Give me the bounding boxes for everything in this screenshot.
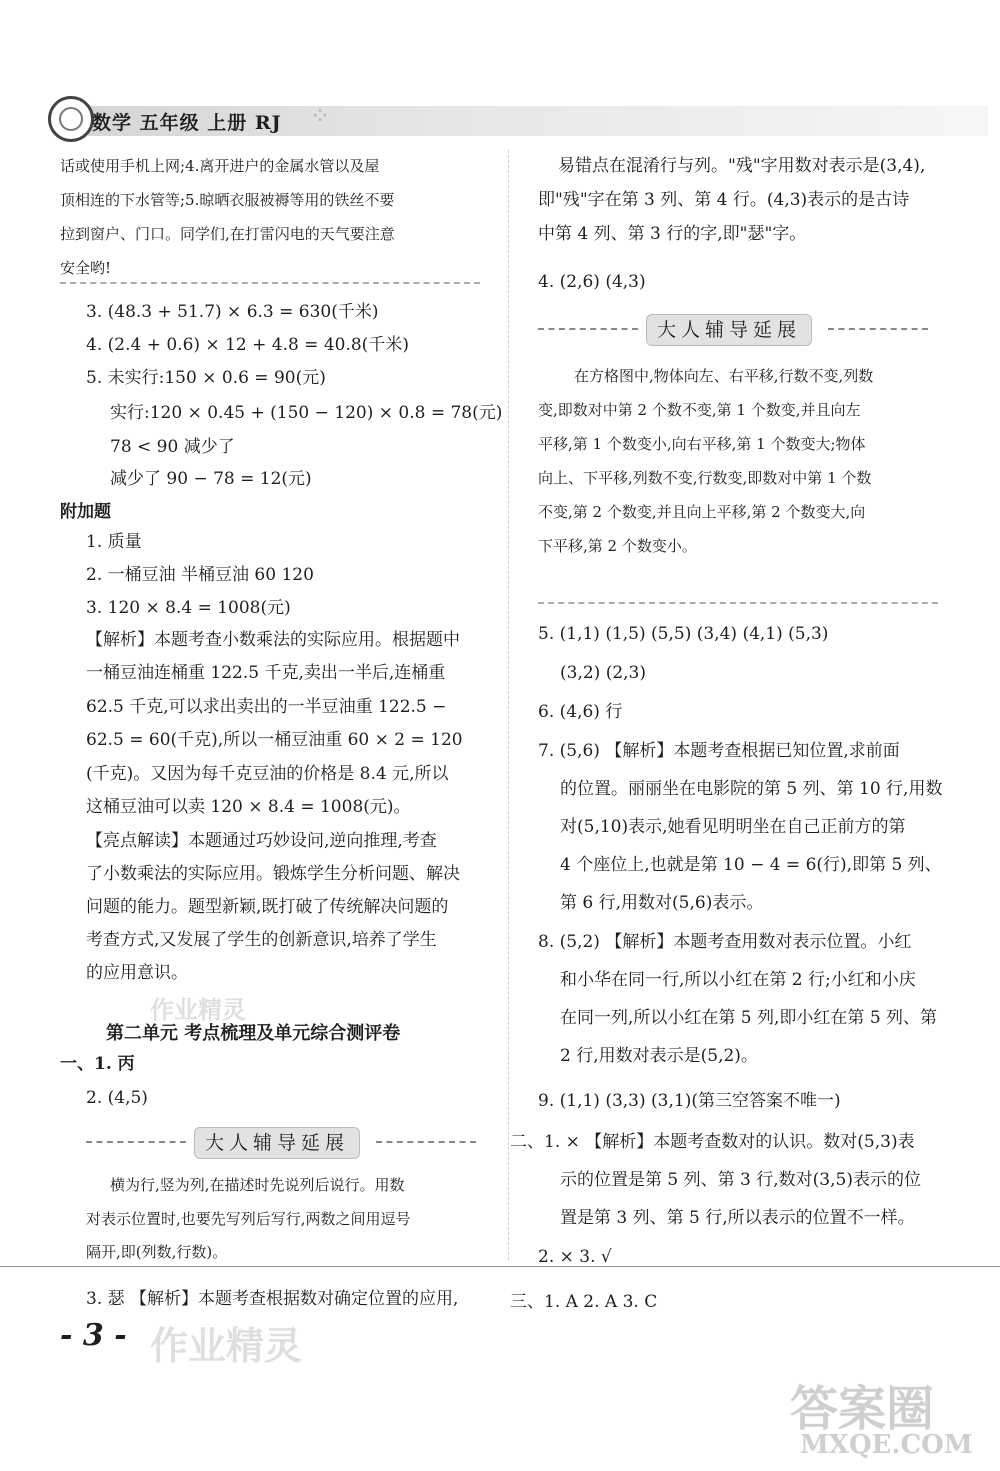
- answer-q7-line: 第 6 行,用数对(5,6)表示。: [560, 893, 764, 913]
- answer-q9: 9. (1,1) (3,3) (3,1)(第三空答案不唯一): [538, 1091, 841, 1111]
- answer-q5: 5. 未实行:150 × 0.6 = 90(元): [86, 368, 326, 388]
- section3: 三、1. A 2. A 3. C: [510, 1292, 658, 1312]
- intro-line: 顶相连的下水管等;5.晾晒衣服被褥等用的铁丝不要: [60, 191, 395, 209]
- analysis-line: 62.5 千克,可以求出卖出的一半豆油重 122.5 −: [86, 697, 447, 717]
- fujia-heading: 附加题: [60, 502, 111, 522]
- section1-q2: 2. (4,5): [86, 1088, 148, 1108]
- answer-q8-line: 8. (5,2) 【解析】本题考查用数对表示位置。小红: [538, 932, 912, 952]
- answer-q7-line: 的位置。丽丽坐在电影院的第 5 列、第 10 行,用数: [560, 779, 943, 799]
- unit-title: 第二单元 考点梳理及单元综合测评卷: [106, 1023, 401, 1044]
- section2-line: 示的位置是第 5 列、第 3 行,数对(3,5)表示的位: [560, 1170, 921, 1190]
- dash-right: [376, 1141, 476, 1143]
- dash-right: [828, 328, 928, 330]
- highlight-line: 【亮点解读】本题通过巧妙设问,逆向推理,考查: [86, 831, 437, 851]
- answer-q5-line: 实行:120 × 0.45 + (150 − 120) × 0.8 = 78(元): [110, 403, 503, 423]
- answer-q7-line: 4 个座位上,也就是第 10 − 4 = 6(行),即第 5 列、: [560, 855, 942, 875]
- page-number: - 3 -: [60, 1318, 127, 1353]
- extension-line: 横为行,竖为列,在描述时先说列后说行。用数: [110, 1176, 405, 1194]
- extension-line: 向上、下平移,列数不变,行数变,即数对中第 1 个数: [538, 469, 872, 487]
- analysis-line: (千克)。又因为每千克豆油的价格是 8.4 元,所以: [86, 764, 449, 784]
- highlight-line: 了小数乘法的实际应用。锻炼学生分析问题、解决: [86, 864, 460, 884]
- intro-line: 话或使用手机上网;4.离开进户的金属水管以及屋: [60, 157, 380, 175]
- intro-line: 安全哟!: [60, 259, 112, 277]
- extension-line: 对表示位置时,也要先写列后写行,两数之间用逗号: [86, 1210, 411, 1228]
- section2-line: 置是第 3 列、第 5 行,所以表示的位置不一样。: [560, 1208, 915, 1228]
- extension-label: 大人辅导延展: [194, 1127, 360, 1159]
- answer-q5-line: 78 < 90 减少了: [110, 437, 235, 457]
- section1-q1: 一、1. 丙: [60, 1054, 135, 1074]
- crest-inner-ring: [59, 107, 83, 131]
- fujia-item: 2. 一桶豆油 半桶豆油 60 120: [86, 565, 314, 585]
- intro-line: 中第 4 列、第 3 行的字,即"瑟"字。: [538, 224, 807, 244]
- fujia-item: 1. 质量: [86, 532, 142, 552]
- analysis-line: 62.5 = 60(千克),所以一桶豆油重 60 × 2 = 120: [86, 730, 463, 750]
- separator: [60, 282, 480, 284]
- intro-line: 易错点在混淆行与列。"残"字用数对表示是(3,4),: [558, 156, 926, 176]
- extension-header: [86, 1127, 476, 1157]
- book-title: 数学 五年级 上册 RJ: [92, 112, 282, 134]
- footer-rule: [0, 1266, 1000, 1267]
- answer-q5: 5. (1,1) (1,5) (5,5) (3,4) (4,1) (5,3): [538, 624, 829, 644]
- fujia-item: 3. 120 × 8.4 = 1008(元): [86, 598, 291, 618]
- answer-q6: 6. (4,6) 行: [538, 702, 623, 722]
- highlight-line: 的应用意识。: [86, 963, 188, 983]
- extension-line: 不变,第 2 个数变,并且向上平移,第 2 个数变大,向: [538, 503, 866, 521]
- watermark-left: 作业精灵: [150, 1323, 303, 1368]
- extension-line: 在方格图中,物体向左、右平移,行数不变,列数: [574, 367, 874, 385]
- intro-line: 拉到窗户、门口。同学们,在打雷闪电的天气要注意: [60, 225, 395, 243]
- watermark-url: MXQE.COM: [800, 1430, 973, 1460]
- dots-decoration-icon: ⁘: [310, 102, 331, 130]
- school-crest-icon: [48, 96, 94, 142]
- highlight-line: 问题的能力。题型新颖,既打破了传统解决问题的: [86, 897, 449, 917]
- answer-q4: 4. (2,6) (4,3): [538, 272, 646, 292]
- extension-header: [538, 314, 938, 344]
- answer-q8-line: 和小华在同一行,所以小红在第 2 行;小红和小庆: [560, 970, 916, 990]
- answer-q7-line: 对(5,10)表示,她看见明明坐在自己正前方的第: [560, 817, 906, 837]
- answer-q7-line: 7. (5,6) 【解析】本题考查根据已知位置,求前面: [538, 741, 900, 761]
- analysis-line: 一桶豆油连桶重 122.5 千克,卖出一半后,连桶重: [86, 663, 446, 683]
- dash-left: [86, 1141, 186, 1143]
- extension-line: 隔开,即(列数,行数)。: [86, 1243, 228, 1261]
- answer-q8-line: 在同一列,所以小红在第 5 列,即小红在第 5 列、第: [560, 1008, 938, 1028]
- highlight-line: 考查方式,又发展了学生的创新意识,培养了学生: [86, 930, 437, 950]
- extension-line: 下平移,第 2 个数变小。: [538, 537, 697, 555]
- separator: [538, 602, 938, 604]
- answer-q5-cont: (3,2) (2,3): [560, 663, 647, 683]
- center-rule: [508, 150, 509, 1260]
- page-header: [48, 96, 1000, 146]
- analysis-line: 【解析】本题考查小数乘法的实际应用。根据题中: [86, 630, 460, 650]
- analysis-line: 这桶豆油可以卖 120 × 8.4 = 1008(元)。: [86, 797, 411, 817]
- answer-q3-bottom: 3. 瑟 【解析】本题考查根据数对确定位置的应用,: [86, 1289, 459, 1309]
- dash-left: [538, 328, 638, 330]
- watermark-right: 答案圈: [790, 1381, 935, 1437]
- extension-line: 变,即数对中第 2 个数不变,第 1 个数变,并且向左: [538, 401, 861, 419]
- intro-line: 即"残"字在第 3 列、第 4 行。(4,3)表示的是古诗: [538, 190, 910, 210]
- extension-label: 大人辅导延展: [646, 314, 812, 346]
- answer-q5-line: 减少了 90 − 78 = 12(元): [110, 469, 312, 489]
- answer-q8-line: 2 行,用数对表示是(5,2)。: [560, 1046, 758, 1066]
- answer-q4: 4. (2.4 + 0.6) × 12 + 4.8 = 40.8(千米): [86, 335, 409, 355]
- section2-q23: 2. × 3. √: [538, 1247, 612, 1267]
- answer-q3: 3. (48.3 + 51.7) × 6.3 = 630(千米): [86, 302, 379, 322]
- extension-line: 平移,第 1 个数变小,向右平移,第 1 个数变大;物体: [538, 435, 866, 453]
- section2-line: 二、1. × 【解析】本题考查数对的认识。数对(5,3)表: [510, 1132, 915, 1152]
- watermark-faint: 作业精灵: [150, 995, 246, 1024]
